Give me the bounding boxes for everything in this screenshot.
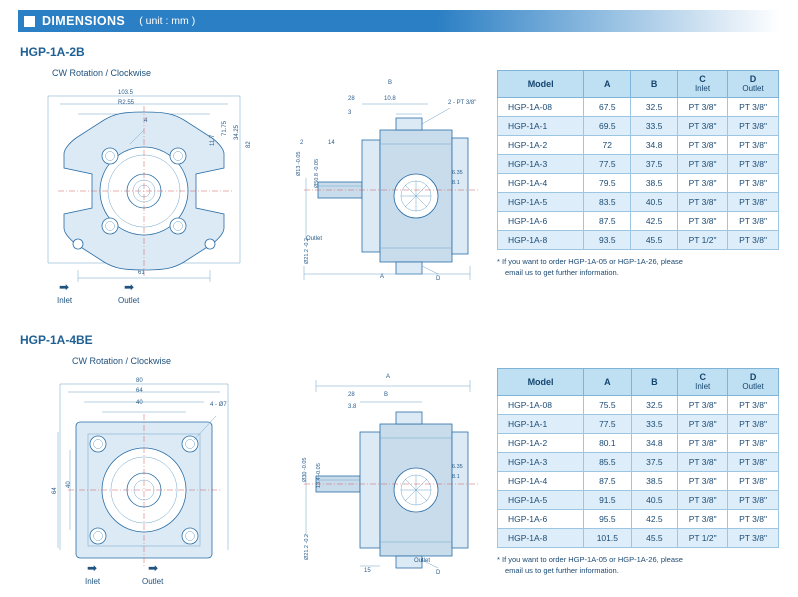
dim-4be-d17: 8.1 xyxy=(452,474,460,480)
cell-c: PT 1/2" xyxy=(678,230,728,249)
table-header-row-2 xyxy=(498,369,779,396)
cell-a: 101.5 xyxy=(584,528,631,547)
cell-model: HGP-1A-8 xyxy=(498,528,584,547)
cell-c: PT 3/8" xyxy=(678,135,728,154)
dim-4be-d12: Ø30 -0.05 xyxy=(302,457,308,482)
th-c-sub-2: Inlet xyxy=(695,382,711,392)
dim-1a2b-d1: 103.5 xyxy=(118,90,134,96)
cell-c: PT 3/8" xyxy=(678,211,728,230)
cell-d: PT 3/8" xyxy=(728,230,779,249)
cell-model: HGP-1A-1 xyxy=(498,116,584,135)
cell-b: 45.5 xyxy=(631,528,678,547)
cell-d: PT 3/8" xyxy=(728,509,779,528)
bullet-square-icon xyxy=(24,16,35,27)
dim-1a2b-d18: Ø21.2 -0.2 xyxy=(304,238,310,264)
cell-a: 87.5 xyxy=(584,471,631,490)
spec-table-2 xyxy=(497,368,779,548)
cell-d: PT 3/8" xyxy=(728,433,779,452)
table-row xyxy=(498,97,779,116)
table-note-2 xyxy=(497,554,779,577)
cell-c: PT 3/8" xyxy=(678,452,728,471)
cell-b: 37.5 xyxy=(631,154,678,173)
cell-model: HGP-1A-1 xyxy=(498,414,584,433)
th-b-1: B xyxy=(631,71,678,98)
dim-4be-d5: 64 xyxy=(52,487,58,494)
dim-1a2b-d19: A xyxy=(380,274,385,280)
drawing-svg-2 xyxy=(18,370,488,590)
th-c-1 xyxy=(678,71,728,98)
cell-b: 42.5 xyxy=(631,509,678,528)
cell-b: 40.5 xyxy=(631,490,678,509)
cell-c: PT 3/8" xyxy=(678,192,728,211)
table-row xyxy=(498,395,779,414)
inlet-label-1: Inlet xyxy=(57,296,73,305)
drawing-hgp-1a-2b xyxy=(18,78,488,308)
table-row xyxy=(498,211,779,230)
spec-table-1-wrapper xyxy=(497,70,779,278)
section-title-2: HGP-1A-4BE xyxy=(20,333,93,347)
dim-1a2b-d14: 11.7 xyxy=(210,134,216,146)
table-note-1-line2: email us to get further information. xyxy=(505,267,619,277)
dim-4be-d11: 13.4 -0.05 xyxy=(316,463,322,488)
cell-a: 93.5 xyxy=(584,230,631,249)
dim-4be-d14: 15 xyxy=(364,568,371,574)
cell-model: HGP-1A-3 xyxy=(498,452,584,471)
th-a-1: A xyxy=(584,71,631,98)
dim-4be-d8: 28 xyxy=(348,392,355,398)
cell-model: HGP-1A-4 xyxy=(498,173,584,192)
cell-c: PT 3/8" xyxy=(678,395,728,414)
table-row xyxy=(498,173,779,192)
dim-1a2b-d13: 71.75 xyxy=(222,120,228,136)
table-note-2-line1: * If you want to order HGP-1A-05 or HGP-1A-26, please xyxy=(497,554,683,564)
cell-c: PT 1/2" xyxy=(678,528,728,547)
cell-c: PT 3/8" xyxy=(678,116,728,135)
dim-1a2b-d11: 34.25 xyxy=(234,124,240,140)
th-c-sub-1: Inlet xyxy=(694,84,711,94)
cell-model: HGP-1A-2 xyxy=(498,433,584,452)
th-c-main-1: C xyxy=(699,74,706,84)
cell-a: 77.5 xyxy=(584,414,631,433)
cell-c: PT 3/8" xyxy=(678,414,728,433)
cell-d: PT 3/8" xyxy=(728,414,779,433)
cell-d: PT 3/8" xyxy=(728,490,779,509)
cell-model: HGP-1A-08 xyxy=(498,97,584,116)
dim-4be-d15: D xyxy=(436,570,441,576)
rotation-label-2: CW Rotation / Clockwise xyxy=(72,356,172,366)
dim-1a2b-d4: 28 xyxy=(348,96,355,102)
dim-1a2b-d2: R2.55 xyxy=(118,100,135,106)
outlet-callout-1: Outlet xyxy=(306,236,323,242)
table-row xyxy=(498,509,779,528)
dim-1a2b-d3: 4 xyxy=(144,118,148,124)
cell-b: 38.5 xyxy=(631,471,678,490)
dim-4be-d4: 4 - Ø7 xyxy=(210,402,227,408)
table-note-1 xyxy=(497,256,779,279)
table-note-1-line1: * If you want to order HGP-1A-05 or HGP-1A-26, please xyxy=(497,256,683,266)
table-row xyxy=(498,230,779,249)
outlet-arrow-1: ➡ xyxy=(124,280,135,294)
cell-d: PT 3/8" xyxy=(728,154,779,173)
cell-d: PT 3/8" xyxy=(728,116,779,135)
page-title: DIMENSIONS xyxy=(42,14,126,28)
cell-c: PT 3/8" xyxy=(678,97,728,116)
table-row xyxy=(498,452,779,471)
cell-c: PT 3/8" xyxy=(678,490,728,509)
drawing-svg-1 xyxy=(18,78,488,308)
table-row xyxy=(498,192,779,211)
dim-4be-d16: 6.35 xyxy=(452,464,463,470)
inlet-arrow-1: ➡ xyxy=(59,280,70,294)
outlet-label-1: Outlet xyxy=(118,296,140,305)
cell-b: 40.5 xyxy=(631,192,678,211)
header-content xyxy=(18,10,195,32)
cell-c: PT 3/8" xyxy=(678,154,728,173)
th-c-main-2: C xyxy=(699,372,706,382)
dim-4be-d6: 40 xyxy=(66,481,72,488)
cell-d: PT 3/8" xyxy=(728,528,779,547)
cell-a: 91.5 xyxy=(584,490,631,509)
th-model-1: Model xyxy=(498,71,584,98)
cell-a: 95.5 xyxy=(584,509,631,528)
cell-a: 87.5 xyxy=(584,211,631,230)
rotation-label-1: CW Rotation / Clockwise xyxy=(52,68,152,78)
th-d-sub-2: Outlet xyxy=(742,382,764,392)
cell-a: 83.5 xyxy=(584,192,631,211)
cell-a: 67.5 xyxy=(584,97,631,116)
unit-label: ( unit : mm ) xyxy=(139,15,196,27)
table-row xyxy=(498,414,779,433)
dim-4be-d1: 80 xyxy=(136,378,143,384)
table-header-row-1 xyxy=(498,71,779,98)
th-model-2: Model xyxy=(498,369,584,396)
dim-1a2b-d7: B xyxy=(388,80,393,86)
cell-a: 80.1 xyxy=(584,433,631,452)
cell-d: PT 3/8" xyxy=(728,192,779,211)
table-row xyxy=(498,528,779,547)
cell-b: 34.8 xyxy=(631,433,678,452)
cell-model: HGP-1A-2 xyxy=(498,135,584,154)
dim-1a2b-d20: 6.35 xyxy=(452,170,463,176)
dim-1a2b-d22: D xyxy=(436,276,441,282)
th-d-1 xyxy=(728,71,779,98)
cell-d: PT 3/8" xyxy=(728,173,779,192)
cell-a: 75.5 xyxy=(584,395,631,414)
th-d-main-2: D xyxy=(749,372,757,382)
dim-1a2b-d6: 3 xyxy=(348,110,352,116)
dim-4be-d2: 64 xyxy=(136,388,143,394)
dim-1a2b-d17: Ø50.8 -0.05 xyxy=(314,158,320,188)
dim-1a2b-d12: 82 xyxy=(246,141,252,148)
spec-table-2-wrapper xyxy=(497,368,779,576)
dim-4be-d7: A xyxy=(386,374,391,380)
cell-b: 32.5 xyxy=(631,395,678,414)
cell-d: PT 3/8" xyxy=(728,452,779,471)
cell-a: 77.5 xyxy=(584,154,631,173)
inlet-arrow-2: ➡ xyxy=(87,561,98,575)
cell-b: 32.5 xyxy=(631,97,678,116)
table-row xyxy=(498,116,779,135)
cell-a: 85.5 xyxy=(584,452,631,471)
table-row xyxy=(498,433,779,452)
th-b-2: B xyxy=(631,369,678,396)
outlet-label-2: Outlet xyxy=(142,577,164,586)
cell-model: HGP-1A-6 xyxy=(498,211,584,230)
dim-4be-d3: 40 xyxy=(136,400,143,406)
table-row xyxy=(498,490,779,509)
drawing-hgp-1a-4be xyxy=(18,370,488,590)
cell-b: 37.5 xyxy=(631,452,678,471)
section-title-1: HGP-1A-2B xyxy=(20,45,85,59)
cell-a: 79.5 xyxy=(584,173,631,192)
cell-c: PT 3/8" xyxy=(678,173,728,192)
th-d-main-1: D xyxy=(749,74,757,84)
cell-a: 69.5 xyxy=(584,116,631,135)
outlet-callout-2: Outlet xyxy=(414,558,431,564)
cell-model: HGP-1A-4 xyxy=(498,471,584,490)
th-d-sub-1: Outlet xyxy=(742,84,764,94)
cell-b: 42.5 xyxy=(631,211,678,230)
dim-4be-d13: Ø21.2 -0.2 xyxy=(304,534,310,560)
th-d-2 xyxy=(728,369,779,396)
dim-1a2b-d15: 61 xyxy=(138,270,145,276)
cell-b: 38.5 xyxy=(631,173,678,192)
cell-d: PT 3/8" xyxy=(728,395,779,414)
cell-model: HGP-1A-6 xyxy=(498,509,584,528)
inlet-label-2: Inlet xyxy=(85,577,101,586)
dim-1a2b-d8: 2 - PT 3/8" xyxy=(448,100,477,106)
cell-c: PT 3/8" xyxy=(678,471,728,490)
cell-d: PT 3/8" xyxy=(728,471,779,490)
dim-1a2b-d5: 10.8 xyxy=(384,96,396,102)
cell-b: 45.5 xyxy=(631,230,678,249)
cell-model: HGP-1A-5 xyxy=(498,192,584,211)
cell-d: PT 3/8" xyxy=(728,211,779,230)
cell-d: PT 3/8" xyxy=(728,135,779,154)
dim-4be-d10: B xyxy=(384,392,389,398)
dim-1a2b-d21: 8.1 xyxy=(452,180,460,186)
th-a-2: A xyxy=(584,369,631,396)
page-header xyxy=(18,10,780,32)
th-c-2 xyxy=(678,369,728,396)
cell-b: 33.5 xyxy=(631,116,678,135)
dim-1a2b-d9: 2 xyxy=(300,140,304,146)
cell-c: PT 3/8" xyxy=(678,433,728,452)
cell-b: 34.8 xyxy=(631,135,678,154)
cell-c: PT 3/8" xyxy=(678,509,728,528)
cell-model: HGP-1A-8 xyxy=(498,230,584,249)
dim-1a2b-d10: 14 xyxy=(328,140,335,146)
spec-table-1 xyxy=(497,70,779,250)
table-row xyxy=(498,135,779,154)
cell-a: 72 xyxy=(584,135,631,154)
outlet-arrow-2: ➡ xyxy=(148,561,159,575)
cell-d: PT 3/8" xyxy=(728,97,779,116)
dim-4be-d9: 3.8 xyxy=(348,404,357,410)
cell-b: 33.5 xyxy=(631,414,678,433)
cell-model: HGP-1A-3 xyxy=(498,154,584,173)
cell-model: HGP-1A-5 xyxy=(498,490,584,509)
cell-model: HGP-1A-08 xyxy=(498,395,584,414)
table-row xyxy=(498,471,779,490)
dim-1a2b-d16: Ø13 -0.05 xyxy=(296,151,302,176)
table-row xyxy=(498,154,779,173)
table-note-2-line2: email us to get further information. xyxy=(505,565,619,575)
